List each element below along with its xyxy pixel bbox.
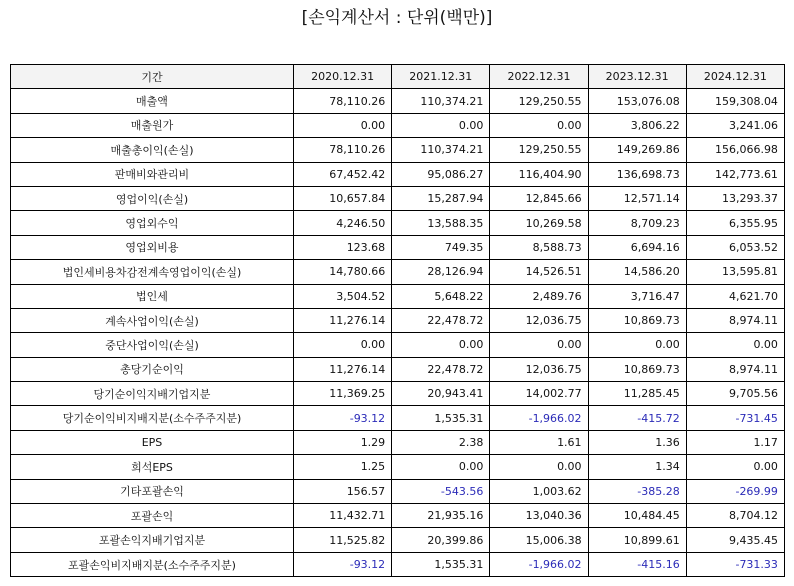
period-header: 기간	[11, 65, 294, 89]
table-row	[11, 357, 785, 381]
table-row	[11, 113, 785, 137]
value-cell: 3,806.22	[588, 113, 686, 137]
value-cell: 153,076.08	[588, 89, 686, 113]
row-label: 영업이익(손실)	[11, 186, 294, 210]
value-cell: 8,588.73	[490, 235, 588, 259]
value-cell: 110,374.21	[392, 89, 490, 113]
value-cell: -1,966.02	[490, 406, 588, 430]
table-row	[11, 211, 785, 235]
value-cell: 129,250.55	[490, 89, 588, 113]
value-cell: 0.00	[294, 113, 392, 137]
value-cell: 14,002.77	[490, 382, 588, 406]
table-row	[11, 260, 785, 284]
value-cell: 12,036.75	[490, 308, 588, 332]
row-label: 계속사업이익(손실)	[11, 308, 294, 332]
value-cell: -543.56	[392, 479, 490, 503]
value-cell: 8,704.12	[686, 504, 784, 528]
table-row	[11, 284, 785, 308]
year-header: 2020.12.31	[294, 65, 392, 89]
value-cell: 0.00	[294, 333, 392, 357]
value-cell: -269.99	[686, 479, 784, 503]
row-label: 포괄손익비지배지분(소수주주지분)	[11, 552, 294, 576]
row-label: 매출액	[11, 89, 294, 113]
value-cell: 0.00	[490, 455, 588, 479]
table-row	[11, 235, 785, 259]
table-row	[11, 528, 785, 552]
value-cell: 6,053.52	[686, 235, 784, 259]
row-label: EPS	[11, 430, 294, 454]
row-label: 당기순이익비지배지분(소수주주지분)	[11, 406, 294, 430]
value-cell: 1,535.31	[392, 552, 490, 576]
page-title: [손익계산서 : 단위(백만)]	[301, 8, 493, 28]
table-row	[11, 479, 785, 503]
value-cell: 5,648.22	[392, 284, 490, 308]
value-cell: 28,126.94	[392, 260, 490, 284]
value-cell: 11,276.14	[294, 357, 392, 381]
value-cell: 1.29	[294, 430, 392, 454]
value-cell: 159,308.04	[686, 89, 784, 113]
value-cell: 11,369.25	[294, 382, 392, 406]
value-cell: 110,374.21	[392, 138, 490, 162]
value-cell: 0.00	[392, 333, 490, 357]
value-cell: 1.17	[686, 430, 784, 454]
value-cell: 13,293.37	[686, 186, 784, 210]
value-cell: -415.16	[588, 552, 686, 576]
table-body	[11, 89, 785, 577]
value-cell: 8,974.11	[686, 357, 784, 381]
value-cell: 156,066.98	[686, 138, 784, 162]
value-cell: 3,504.52	[294, 284, 392, 308]
value-cell: 1.25	[294, 455, 392, 479]
row-label: 총당기순이익	[11, 357, 294, 381]
value-cell: -415.72	[588, 406, 686, 430]
value-cell: 10,269.58	[490, 211, 588, 235]
value-cell: 20,943.41	[392, 382, 490, 406]
row-label: 기타포괄손익	[11, 479, 294, 503]
value-cell: 8,974.11	[686, 308, 784, 332]
value-cell: 10,869.73	[588, 308, 686, 332]
value-cell: 0.00	[588, 333, 686, 357]
value-cell: 1.36	[588, 430, 686, 454]
value-cell: 21,935.16	[392, 504, 490, 528]
value-cell: 14,780.66	[294, 260, 392, 284]
value-cell: 13,595.81	[686, 260, 784, 284]
value-cell: 11,432.71	[294, 504, 392, 528]
value-cell: 0.00	[490, 333, 588, 357]
value-cell: 3,241.06	[686, 113, 784, 137]
row-label: 당기순이익지배기업지분	[11, 382, 294, 406]
table-row	[11, 162, 785, 186]
value-cell: 12,845.66	[490, 186, 588, 210]
value-cell: 129,250.55	[490, 138, 588, 162]
value-cell: 11,285.45	[588, 382, 686, 406]
row-label: 포괄손익지배기업지분	[11, 528, 294, 552]
value-cell: 78,110.26	[294, 89, 392, 113]
value-cell: 1.34	[588, 455, 686, 479]
row-label: 영업외수익	[11, 211, 294, 235]
value-cell: 20,399.86	[392, 528, 490, 552]
value-cell: 13,040.36	[490, 504, 588, 528]
value-cell: 10,869.73	[588, 357, 686, 381]
value-cell: 8,709.23	[588, 211, 686, 235]
table-row	[11, 138, 785, 162]
table-row	[11, 406, 785, 430]
row-label: 매출총이익(손실)	[11, 138, 294, 162]
value-cell: 78,110.26	[294, 138, 392, 162]
value-cell: 10,657.84	[294, 186, 392, 210]
value-cell: 95,086.27	[392, 162, 490, 186]
value-cell: 13,588.35	[392, 211, 490, 235]
header-row	[11, 65, 785, 89]
value-cell: 67,452.42	[294, 162, 392, 186]
value-cell: 10,899.61	[588, 528, 686, 552]
value-cell: 15,006.38	[490, 528, 588, 552]
income-statement-table	[10, 64, 785, 577]
year-header: 2022.12.31	[490, 65, 588, 89]
value-cell: -731.45	[686, 406, 784, 430]
value-cell: 6,355.95	[686, 211, 784, 235]
row-label: 판매비와관리비	[11, 162, 294, 186]
value-cell: 22,478.72	[392, 357, 490, 381]
value-cell: 0.00	[392, 113, 490, 137]
table-row	[11, 552, 785, 576]
row-label: 영업외비용	[11, 235, 294, 259]
year-header: 2021.12.31	[392, 65, 490, 89]
table-row	[11, 186, 785, 210]
value-cell: 1.61	[490, 430, 588, 454]
value-cell: 749.35	[392, 235, 490, 259]
value-cell: 1,003.62	[490, 479, 588, 503]
value-cell: 14,526.51	[490, 260, 588, 284]
table-row	[11, 89, 785, 113]
value-cell: 4,621.70	[686, 284, 784, 308]
table-row	[11, 333, 785, 357]
table-row	[11, 504, 785, 528]
value-cell: 12,036.75	[490, 357, 588, 381]
table-header	[11, 65, 785, 89]
value-cell: 116,404.90	[490, 162, 588, 186]
row-label: 법인세비용차감전계속영업이익(손실)	[11, 260, 294, 284]
value-cell: -93.12	[294, 406, 392, 430]
table-row	[11, 308, 785, 332]
value-cell: -93.12	[294, 552, 392, 576]
value-cell: 14,586.20	[588, 260, 686, 284]
value-cell: 10,484.45	[588, 504, 686, 528]
value-cell: 9,705.56	[686, 382, 784, 406]
value-cell: 123.68	[294, 235, 392, 259]
row-label: 희석EPS	[11, 455, 294, 479]
table-row	[11, 455, 785, 479]
value-cell: -731.33	[686, 552, 784, 576]
value-cell: 6,694.16	[588, 235, 686, 259]
value-cell: -1,966.02	[490, 552, 588, 576]
value-cell: 136,698.73	[588, 162, 686, 186]
value-cell: 9,435.45	[686, 528, 784, 552]
value-cell: 0.00	[686, 333, 784, 357]
row-label: 매출원가	[11, 113, 294, 137]
table-row	[11, 382, 785, 406]
value-cell: 2,489.76	[490, 284, 588, 308]
value-cell: 3,716.47	[588, 284, 686, 308]
value-cell: 1,535.31	[392, 406, 490, 430]
value-cell: 0.00	[490, 113, 588, 137]
row-label: 법인세	[11, 284, 294, 308]
value-cell: 22,478.72	[392, 308, 490, 332]
value-cell: 149,269.86	[588, 138, 686, 162]
value-cell: 11,525.82	[294, 528, 392, 552]
value-cell: 0.00	[686, 455, 784, 479]
value-cell: 15,287.94	[392, 186, 490, 210]
year-header: 2023.12.31	[588, 65, 686, 89]
row-label: 중단사업이익(손실)	[11, 333, 294, 357]
value-cell: -385.28	[588, 479, 686, 503]
value-cell: 156.57	[294, 479, 392, 503]
table-row	[11, 430, 785, 454]
value-cell: 2.38	[392, 430, 490, 454]
value-cell: 0.00	[392, 455, 490, 479]
value-cell: 142,773.61	[686, 162, 784, 186]
value-cell: 12,571.14	[588, 186, 686, 210]
row-label: 포괄손익	[11, 504, 294, 528]
value-cell: 11,276.14	[294, 308, 392, 332]
year-header: 2024.12.31	[686, 65, 784, 89]
value-cell: 4,246.50	[294, 211, 392, 235]
